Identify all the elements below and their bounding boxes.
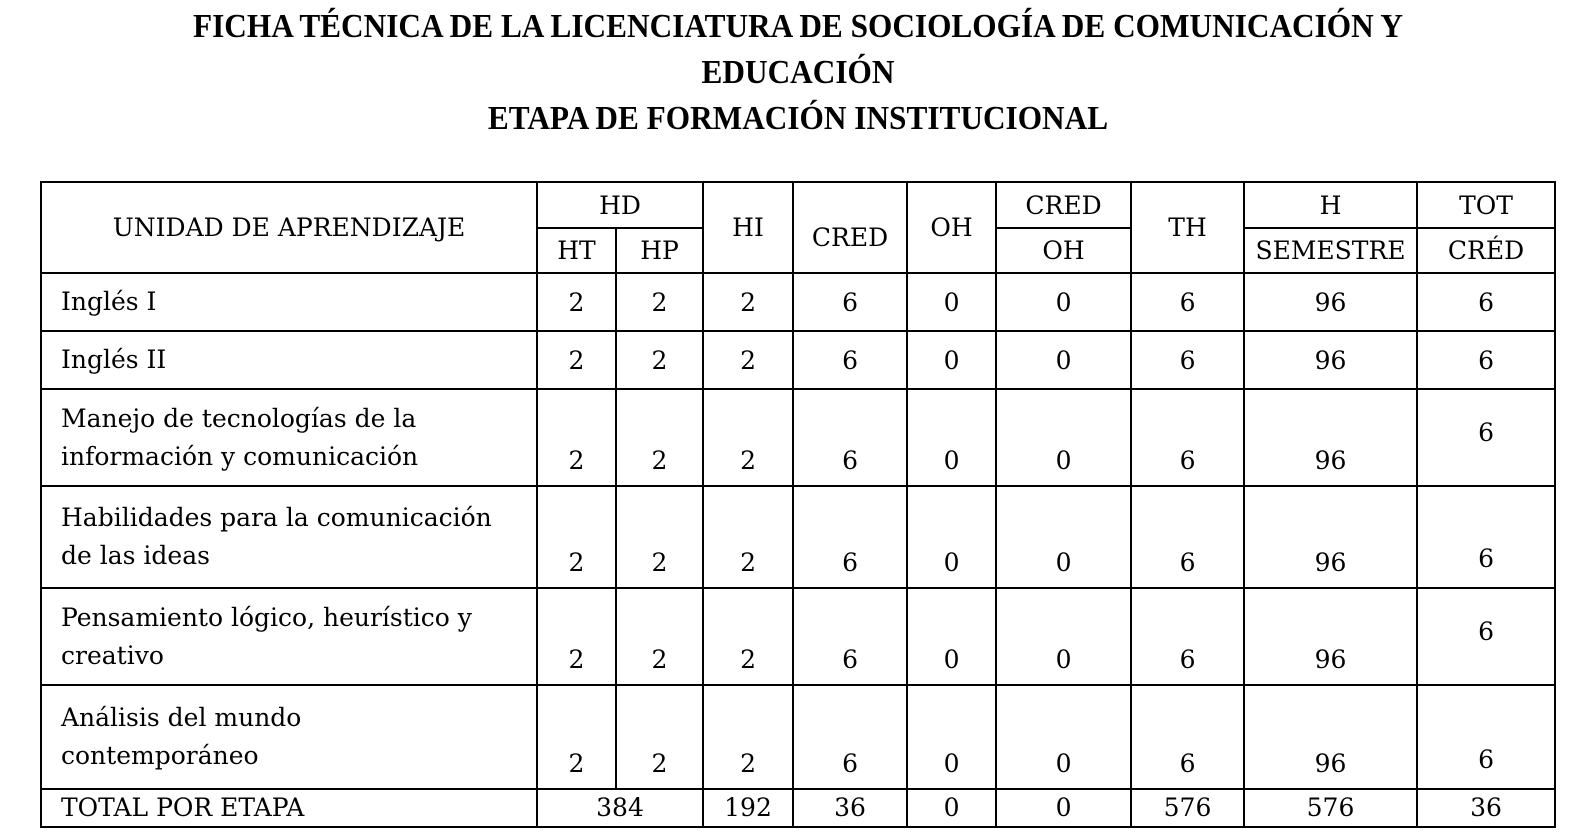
title-line-2: EDUCACIÓN xyxy=(701,54,895,91)
header-tot-cred: CRÉD xyxy=(1417,228,1555,273)
header-cred-oh-top: CRED xyxy=(996,182,1131,228)
total-hd: 384 xyxy=(537,789,703,827)
row-name xyxy=(41,486,537,588)
cell-tot-cred: 6 xyxy=(1417,486,1555,588)
row-name-line-2: de las ideas xyxy=(61,541,210,570)
header-oh: OH xyxy=(907,182,996,273)
title-line-1: FICHA TÉCNICA DE LA LICENCIATURA DE SOCIOLOGÍA DE COMUNICACIÓN Y xyxy=(192,8,1403,45)
cell-hp: 2 xyxy=(616,685,703,789)
cell-oh: 0 xyxy=(907,331,996,389)
cell-ht: 2 xyxy=(537,588,616,685)
cell-cred: 6 xyxy=(793,273,907,331)
header-hi: HI xyxy=(703,182,793,273)
cell-hi: 2 xyxy=(703,588,793,685)
cell-th: 6 xyxy=(1131,273,1244,331)
header-hd: HD xyxy=(537,182,703,228)
cell-oh: 0 xyxy=(907,685,996,789)
cell-hi: 2 xyxy=(703,486,793,588)
row-name-line-2: información y comunicación xyxy=(61,441,419,471)
total-row xyxy=(41,789,1555,827)
cell-h-semestre: 96 xyxy=(1244,685,1417,789)
row-name xyxy=(41,389,537,486)
cell-h-semestre: 96 xyxy=(1244,486,1417,588)
row-name-line-1: Habilidades para la comunicación xyxy=(61,503,492,532)
header-th: TH xyxy=(1131,182,1244,273)
total-hi: 192 xyxy=(703,789,793,827)
cell-ht: 2 xyxy=(537,331,616,389)
header-cred-oh-bottom: OH xyxy=(996,228,1131,273)
total-label: TOTAL POR ETAPA xyxy=(41,789,537,827)
cell-ht: 2 xyxy=(537,273,616,331)
cell-h-semestre: 96 xyxy=(1244,331,1417,389)
curriculum-table xyxy=(40,181,1556,828)
cell-oh: 0 xyxy=(907,588,996,685)
cell-ht: 2 xyxy=(537,685,616,789)
cell-h-semestre: 96 xyxy=(1244,389,1417,486)
cell-th: 6 xyxy=(1131,588,1244,685)
row-name-line-2: creativo xyxy=(61,640,164,670)
cell-cred: 6 xyxy=(793,486,907,588)
cell-hi: 2 xyxy=(703,273,793,331)
cell-th: 6 xyxy=(1131,331,1244,389)
cell-ht: 2 xyxy=(537,486,616,588)
row-name-line-1: Análisis del mundo xyxy=(61,703,302,732)
cell-cred-oh: 0 xyxy=(996,486,1131,588)
title-line-3: ETAPA DE FORMACIÓN INSTITUCIONAL xyxy=(487,100,1109,137)
cell-hi: 2 xyxy=(703,685,793,789)
total-cred: 36 xyxy=(793,789,907,827)
cell-tot-cred: 6 xyxy=(1417,685,1555,789)
table-row xyxy=(41,588,1555,685)
row-name-line-2: contemporáneo xyxy=(61,741,259,770)
cell-cred-oh: 0 xyxy=(996,588,1131,685)
total-tot-cred: 36 xyxy=(1417,789,1555,827)
cell-tot-cred: 6 xyxy=(1417,389,1555,486)
row-name-line-1: Manejo de tecnologías de la xyxy=(61,403,417,433)
row-name-line-1: Pensamiento lógico, heurístico y xyxy=(61,602,472,632)
row-name: Inglés II xyxy=(41,331,537,389)
header-cred: CRED xyxy=(793,182,907,273)
cell-tot-cred: 6 xyxy=(1417,331,1555,389)
cell-th: 6 xyxy=(1131,486,1244,588)
cell-tot-cred: 6 xyxy=(1417,588,1555,685)
total-oh: 0 xyxy=(907,789,996,827)
header-tot-top: TOT xyxy=(1417,182,1555,228)
header-ht: HT xyxy=(537,228,616,273)
header-unidad: UNIDAD DE APRENDIZAJE xyxy=(41,182,537,273)
row-name xyxy=(41,685,537,789)
cell-cred: 6 xyxy=(793,588,907,685)
cell-cred: 6 xyxy=(793,389,907,486)
total-h-semestre: 576 xyxy=(1244,789,1417,827)
cell-oh: 0 xyxy=(907,273,996,331)
cell-cred-oh: 0 xyxy=(996,685,1131,789)
cell-cred-oh: 0 xyxy=(996,273,1131,331)
cell-tot-cred: 6 xyxy=(1417,273,1555,331)
cell-th: 6 xyxy=(1131,685,1244,789)
table-row xyxy=(41,331,1555,389)
cell-cred-oh: 0 xyxy=(996,331,1131,389)
cell-cred: 6 xyxy=(793,685,907,789)
total-th: 576 xyxy=(1131,789,1244,827)
document-title xyxy=(64,4,1532,142)
table-row xyxy=(41,273,1555,331)
cell-th: 6 xyxy=(1131,389,1244,486)
cell-h-semestre: 96 xyxy=(1244,273,1417,331)
cell-hi: 2 xyxy=(703,331,793,389)
cell-hp: 2 xyxy=(616,486,703,588)
cell-cred: 6 xyxy=(793,331,907,389)
header-h-semestre: SEMESTRE xyxy=(1244,228,1417,273)
cell-hp: 2 xyxy=(616,273,703,331)
cell-hp: 2 xyxy=(616,588,703,685)
table-row xyxy=(41,389,1555,486)
cell-h-semestre: 96 xyxy=(1244,588,1417,685)
header-h-top: H xyxy=(1244,182,1417,228)
cell-hi: 2 xyxy=(703,389,793,486)
cell-hp: 2 xyxy=(616,389,703,486)
header-hp: HP xyxy=(616,228,703,273)
table-row xyxy=(41,486,1555,588)
cell-hp: 2 xyxy=(616,331,703,389)
total-cred-oh: 0 xyxy=(996,789,1131,827)
row-name xyxy=(41,588,537,685)
cell-ht: 2 xyxy=(537,389,616,486)
cell-oh: 0 xyxy=(907,389,996,486)
cell-cred-oh: 0 xyxy=(996,389,1131,486)
cell-oh: 0 xyxy=(907,486,996,588)
row-name: Inglés I xyxy=(41,273,537,331)
table-row xyxy=(41,685,1555,789)
